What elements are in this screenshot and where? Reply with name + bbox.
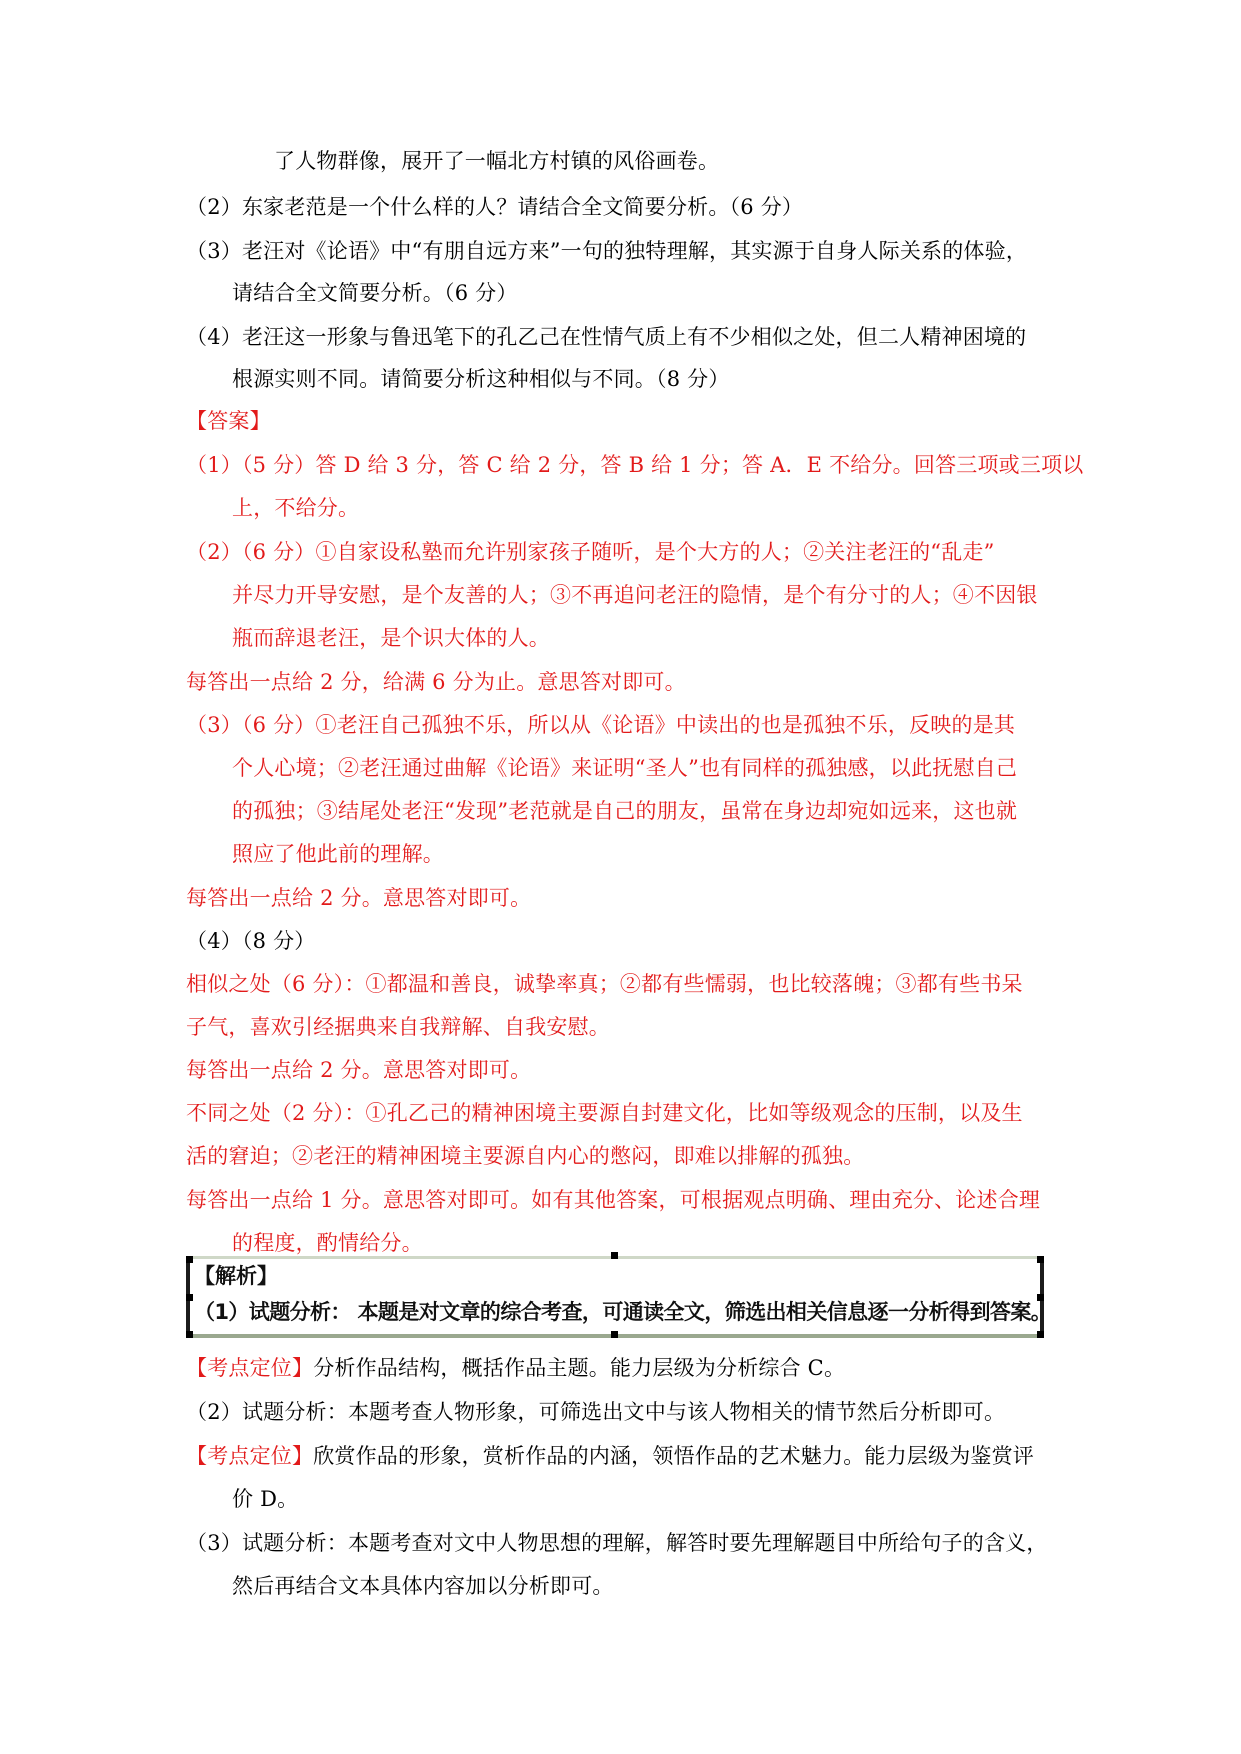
answer-2-line-1: （2）（6 分）①自家设私塾而允许别家孩子随听，是个大方的人；②关注老汪的“乱走” bbox=[186, 540, 995, 564]
resize-handle-bottom-left[interactable] bbox=[186, 1331, 193, 1338]
analysis-1-text: （1）试题分析： 本题是对文章的综合考查，可通读全文，筛选出相关信息逐一分析得到答案。 bbox=[194, 1300, 1052, 1324]
resize-handle-middle-left[interactable] bbox=[186, 1294, 193, 1301]
answer-3-line-1: （3）（6 分）①老汪自己孤独不乐，所以从《论语》中读出的也是孤独不乐，反映的是其 bbox=[186, 713, 1016, 737]
question-3-line-1: （3）老汪对《论语》中“有朋自远方来”一句的独特理解，其实源于自身人际关系的体验， bbox=[186, 239, 1028, 263]
answer-1-line-1: （1）（5 分）答 D 给 3 分，答 C 给 2 分，答 B 给 1 分；答 A．E 不给分。回答三项或三项以 bbox=[186, 453, 1084, 477]
analysis-3-line-2: 然后再结合文本具体内容加以分析即可。 bbox=[232, 1574, 614, 1598]
resize-handle-top-right[interactable] bbox=[1037, 1256, 1044, 1263]
question-4-line-2: 根源实则不同。请简要分析这种相似与不同。（8 分） bbox=[232, 367, 730, 391]
kaodian-1 bbox=[186, 1353, 845, 1383]
answer-1-line-2: 上，不给分。 bbox=[232, 496, 360, 520]
answer-4-different-line-1: 不同之处（2 分）：①孔乙己的精神困境主要源自封建文化，比如等级观念的压制，以及生 bbox=[186, 1101, 1023, 1125]
resize-handle-top-middle[interactable] bbox=[611, 1252, 618, 1259]
kaodian-2-text: 欣赏作品的形象，赏析作品的内涵，领悟作品的艺术魅力。能力层级为鉴赏评 bbox=[313, 1444, 1034, 1468]
resize-handle-bottom-middle[interactable] bbox=[611, 1331, 618, 1338]
answer-4-different-scoring-line-1: 每答出一点给 1 分。意思答对即可。如有其他答案，可根据观点明确、理由充分、论述合理 bbox=[186, 1188, 1041, 1212]
kaodian-2-line-2: 价 D。 bbox=[232, 1487, 299, 1511]
analysis-3-line-1: （3）试题分析：本题考查对文中人物思想的理解，解答时要先理解题目中所给句子的含义， bbox=[186, 1531, 1048, 1555]
kaodian-2-label: 【考点定位】 bbox=[186, 1444, 314, 1468]
answer-4-similar-line-1: 相似之处（6 分）：①都温和善良，诚挚率真；②都有些懦弱，也比较落魄；③都有些书呆 bbox=[186, 972, 1023, 996]
kaodian-1-label: 【考点定位】 bbox=[186, 1356, 314, 1380]
answer-4-different-line-2: 活的窘迫；②老汪的精神困境主要源自内心的憋闷，即难以排解的孤独。 bbox=[186, 1144, 865, 1168]
analysis-heading: 【解析】 bbox=[194, 1264, 278, 1288]
question-2: （2）东家老范是一个什么样的人？请结合全文简要分析。（6 分） bbox=[186, 195, 804, 219]
question-1-tail: 了人物群像，展开了一幅北方村镇的风俗画卷。 bbox=[274, 149, 720, 173]
resize-handle-top-left[interactable] bbox=[186, 1256, 193, 1263]
analysis-embedded-image[interactable] bbox=[186, 1256, 1052, 1338]
answer-3-scoring: 每答出一点给 2 分。意思答对即可。 bbox=[186, 886, 532, 910]
kaodian-2-line-1 bbox=[186, 1441, 1034, 1471]
question-3-line-2: 请结合全文简要分析。（6 分） bbox=[232, 281, 518, 305]
answer-4-heading: （4）（8 分） bbox=[186, 929, 316, 953]
answer-3-line-3: 的孤独；③结尾处老汪“发现”老范就是自己的朋友，虽常在身边却宛如远来，这也就 bbox=[232, 799, 1018, 823]
answer-4-different-scoring-line-2: 的程度，酌情给分。 bbox=[232, 1231, 423, 1255]
resize-handle-bottom-right[interactable] bbox=[1037, 1331, 1044, 1338]
answer-2-line-3: 瓶而辞退老汪，是个识大体的人。 bbox=[232, 626, 550, 650]
analysis-2: （2）试题分析：本题考查人物形象，可筛选出文中与该人物相关的情节然后分析即可。 bbox=[186, 1400, 1006, 1424]
answer-2-line-2: 并尽力开导安慰，是个友善的人；③不再追问老汪的隐情，是个有分寸的人；④不因银 bbox=[232, 583, 1038, 607]
question-4-line-1: （4）老汪这一形象与鲁迅笔下的孔乙己在性情气质上有不少相似之处，但二人精神困境的 bbox=[186, 325, 1027, 349]
answer-3-line-2: 个人心境；②老汪通过曲解《论语》来证明“圣人”也有同样的孤独感，以此抚慰自己 bbox=[232, 756, 1018, 780]
answer-heading: 【答案】 bbox=[186, 409, 271, 433]
answer-2-scoring: 每答出一点给 2 分，给满 6 分为止。意思答对即可。 bbox=[186, 670, 686, 694]
kaodian-1-text: 分析作品结构，概括作品主题。能力层级为分析综合 C。 bbox=[313, 1356, 846, 1380]
answer-4-similar-scoring: 每答出一点给 2 分。意思答对即可。 bbox=[186, 1058, 532, 1082]
answer-3-line-4: 照应了他此前的理解。 bbox=[232, 842, 444, 866]
answer-4-similar-line-2: 子气，喜欢引经据典来自我辩解、自我安慰。 bbox=[186, 1015, 610, 1039]
